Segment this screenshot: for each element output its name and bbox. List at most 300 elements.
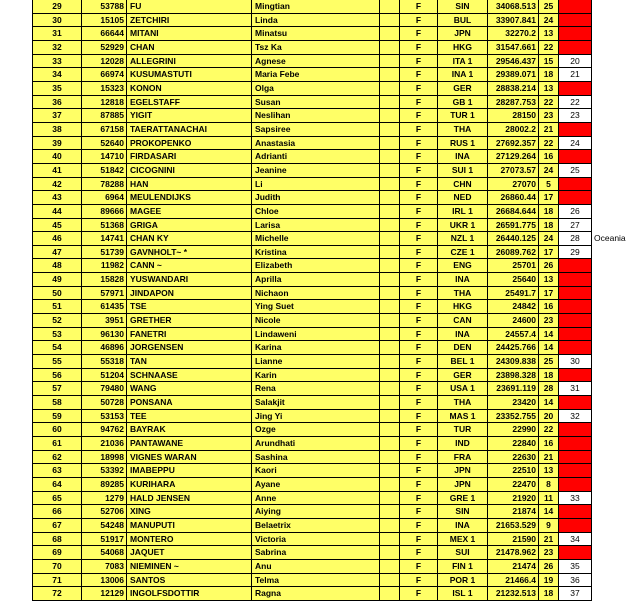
points-cell: 21920	[488, 492, 539, 506]
last-name-cell: YIGIT	[127, 109, 252, 123]
table-row	[32, 464, 592, 478]
country-cell: IRL 1	[438, 205, 488, 219]
rank-cell: 49	[32, 273, 82, 287]
gender-cell: F	[400, 232, 438, 246]
empty-cell	[380, 96, 400, 110]
first-name-cell: Ozge	[252, 423, 380, 437]
last-name-cell: MONTERO	[127, 533, 252, 547]
qualification-slot-cell: 37	[559, 587, 592, 601]
rank-cell: 44	[32, 205, 82, 219]
first-name-cell: Nicole	[252, 314, 380, 328]
country-cell: INA	[438, 273, 488, 287]
first-name-cell: Arundhati	[252, 437, 380, 451]
empty-cell	[380, 519, 400, 533]
table-row	[32, 533, 592, 547]
last-name-cell: XING	[127, 505, 252, 519]
table-row	[32, 123, 592, 137]
qualification-slot-cell: 23	[559, 109, 592, 123]
tournaments-cell: 18	[539, 205, 559, 219]
country-cell: SUI 1	[438, 164, 488, 178]
empty-cell	[380, 546, 400, 560]
last-name-cell: TSE	[127, 300, 252, 314]
tournaments-cell: 16	[539, 300, 559, 314]
player-id-cell: 14710	[82, 150, 127, 164]
empty-cell	[380, 574, 400, 588]
country-cell: ISL 1	[438, 587, 488, 601]
last-name-cell: MAGEE	[127, 205, 252, 219]
tournaments-cell: 13	[539, 27, 559, 41]
country-cell: BUL	[438, 14, 488, 28]
first-name-cell: Adrianti	[252, 150, 380, 164]
empty-cell	[380, 164, 400, 178]
first-name-cell: Maria Febe	[252, 68, 380, 82]
excluded-marker-cell	[559, 259, 592, 273]
first-name-cell: Larisa	[252, 219, 380, 233]
rank-cell: 60	[32, 423, 82, 437]
qualification-slot-cell: 28	[559, 232, 592, 246]
empty-cell	[380, 396, 400, 410]
table-row	[32, 232, 626, 246]
points-cell: 26860.44	[488, 191, 539, 205]
gender-cell: F	[400, 478, 438, 492]
first-name-cell: Li	[252, 178, 380, 192]
empty-cell	[380, 259, 400, 273]
last-name-cell: MEULENDIJKS	[127, 191, 252, 205]
player-id-cell: 61435	[82, 300, 127, 314]
tournaments-cell: 14	[539, 505, 559, 519]
gender-cell: F	[400, 382, 438, 396]
tournaments-cell: 11	[539, 492, 559, 506]
country-cell: USA 1	[438, 382, 488, 396]
tournaments-cell: 24	[539, 164, 559, 178]
empty-cell	[380, 451, 400, 465]
player-id-cell: 21036	[82, 437, 127, 451]
rank-cell: 66	[32, 505, 82, 519]
excluded-marker-cell	[559, 191, 592, 205]
player-id-cell: 50728	[82, 396, 127, 410]
first-name-cell: Salakjit	[252, 396, 380, 410]
first-name-cell: Mingtian	[252, 0, 380, 14]
tournaments-cell: 24	[539, 14, 559, 28]
table-row	[32, 259, 592, 273]
country-cell: THA	[438, 396, 488, 410]
empty-cell	[380, 328, 400, 342]
player-id-cell: 79480	[82, 382, 127, 396]
empty-cell	[380, 205, 400, 219]
excluded-marker-cell	[559, 300, 592, 314]
first-name-cell: Ayane	[252, 478, 380, 492]
country-cell: GER	[438, 369, 488, 383]
rank-cell: 40	[32, 150, 82, 164]
excluded-marker-cell	[559, 27, 592, 41]
player-id-cell: 67158	[82, 123, 127, 137]
table-row	[32, 41, 592, 55]
table-row	[32, 451, 592, 465]
rank-cell: 37	[32, 109, 82, 123]
first-name-cell: Telma	[252, 574, 380, 588]
points-cell: 21232.513	[488, 587, 539, 601]
points-cell: 26440.125	[488, 232, 539, 246]
last-name-cell: VIGNES WARAN	[127, 451, 252, 465]
tournaments-cell: 8	[539, 478, 559, 492]
empty-cell	[380, 82, 400, 96]
table-row	[32, 369, 592, 383]
first-name-cell: Anu	[252, 560, 380, 574]
table-row	[32, 273, 592, 287]
gender-cell: F	[400, 41, 438, 55]
last-name-cell: FU	[127, 0, 252, 14]
tournaments-cell: 13	[539, 82, 559, 96]
gender-cell: F	[400, 259, 438, 273]
gender-cell: F	[400, 96, 438, 110]
excluded-marker-cell	[559, 341, 592, 355]
qualification-slot-cell: 20	[559, 55, 592, 69]
first-name-cell: Anne	[252, 492, 380, 506]
qualification-slot-cell: 33	[559, 492, 592, 506]
table-row	[32, 150, 592, 164]
country-cell: INA	[438, 328, 488, 342]
first-name-cell: Aiying	[252, 505, 380, 519]
player-id-cell: 7083	[82, 560, 127, 574]
tournaments-cell: 17	[539, 191, 559, 205]
excluded-marker-cell	[559, 273, 592, 287]
rank-cell: 70	[32, 560, 82, 574]
first-name-cell: Sashina	[252, 451, 380, 465]
empty-cell	[380, 55, 400, 69]
player-id-cell: 51204	[82, 369, 127, 383]
last-name-cell: JORGENSEN	[127, 341, 252, 355]
excluded-marker-cell	[559, 287, 592, 301]
table-row	[32, 574, 592, 588]
gender-cell: F	[400, 164, 438, 178]
tournaments-cell: 17	[539, 246, 559, 260]
gender-cell: F	[400, 0, 438, 14]
first-name-cell: Agnese	[252, 55, 380, 69]
excluded-marker-cell	[559, 478, 592, 492]
table-row	[32, 478, 592, 492]
first-name-cell: Nichaon	[252, 287, 380, 301]
first-name-cell: Susan	[252, 96, 380, 110]
gender-cell: F	[400, 178, 438, 192]
points-cell: 24842	[488, 300, 539, 314]
player-id-cell: 53392	[82, 464, 127, 478]
table-row	[32, 546, 592, 560]
player-id-cell: 6964	[82, 191, 127, 205]
last-name-cell: NIEMINEN ~	[127, 560, 252, 574]
country-cell: HKG	[438, 300, 488, 314]
tournaments-cell: 18	[539, 219, 559, 233]
last-name-cell: INGOLFSDOTTIR	[127, 587, 252, 601]
gender-cell: F	[400, 287, 438, 301]
last-name-cell: FIRDASARI	[127, 150, 252, 164]
points-cell: 23691.119	[488, 382, 539, 396]
country-cell: BEL 1	[438, 355, 488, 369]
rank-cell: 68	[32, 533, 82, 547]
last-name-cell: YUSWANDARI	[127, 273, 252, 287]
rank-cell: 53	[32, 328, 82, 342]
empty-cell	[380, 355, 400, 369]
qualification-slot-cell: 36	[559, 574, 592, 588]
empty-cell	[380, 219, 400, 233]
points-cell: 22510	[488, 464, 539, 478]
tournaments-cell: 14	[539, 328, 559, 342]
first-name-cell: Karin	[252, 369, 380, 383]
last-name-cell: ALLEGRINI	[127, 55, 252, 69]
last-name-cell: JAQUET	[127, 546, 252, 560]
country-cell: HKG	[438, 41, 488, 55]
player-id-cell: 53153	[82, 410, 127, 424]
last-name-cell: EGELSTAFF	[127, 96, 252, 110]
country-cell: MAS 1	[438, 410, 488, 424]
table-row	[32, 68, 592, 82]
gender-cell: F	[400, 587, 438, 601]
player-id-cell: 52929	[82, 41, 127, 55]
rank-cell: 41	[32, 164, 82, 178]
table-row	[32, 27, 592, 41]
empty-cell	[380, 410, 400, 424]
player-id-cell: 51917	[82, 533, 127, 547]
rank-cell: 58	[32, 396, 82, 410]
country-cell: ENG	[438, 259, 488, 273]
gender-cell: F	[400, 369, 438, 383]
tournaments-cell: 13	[539, 273, 559, 287]
first-name-cell: Neslihan	[252, 109, 380, 123]
points-cell: 28002.2	[488, 123, 539, 137]
first-name-cell: Chloe	[252, 205, 380, 219]
table-row	[32, 0, 592, 14]
player-id-cell: 52706	[82, 505, 127, 519]
last-name-cell: MANUPUTI	[127, 519, 252, 533]
last-name-cell: TAN	[127, 355, 252, 369]
country-cell: THA	[438, 287, 488, 301]
table-row	[32, 109, 592, 123]
rank-cell: 38	[32, 123, 82, 137]
gender-cell: F	[400, 191, 438, 205]
rank-cell: 55	[32, 355, 82, 369]
table-row	[32, 382, 592, 396]
country-cell: IND	[438, 437, 488, 451]
points-cell: 22630	[488, 451, 539, 465]
country-cell: NZL 1	[438, 232, 488, 246]
first-name-cell: Sapsiree	[252, 123, 380, 137]
country-cell: DEN	[438, 341, 488, 355]
table-row	[32, 505, 592, 519]
rank-cell: 52	[32, 314, 82, 328]
rank-cell: 39	[32, 137, 82, 151]
points-cell: 34068.513	[488, 0, 539, 14]
first-name-cell: Sabrina	[252, 546, 380, 560]
points-cell: 21466.4	[488, 574, 539, 588]
tournaments-cell: 14	[539, 396, 559, 410]
excluded-marker-cell	[559, 505, 592, 519]
table-row	[32, 423, 592, 437]
rank-cell: 36	[32, 96, 82, 110]
player-id-cell: 78288	[82, 178, 127, 192]
qualification-slot-cell: 25	[559, 164, 592, 178]
tournaments-cell: 9	[539, 519, 559, 533]
excluded-marker-cell	[559, 437, 592, 451]
country-cell: JPN	[438, 478, 488, 492]
country-cell: ITA 1	[438, 55, 488, 69]
points-cell: 31547.661	[488, 41, 539, 55]
rank-cell: 51	[32, 300, 82, 314]
rank-cell: 71	[32, 574, 82, 588]
qualification-slot-cell: 30	[559, 355, 592, 369]
gender-cell: F	[400, 109, 438, 123]
country-cell: FIN 1	[438, 560, 488, 574]
qualification-slot-cell: 21	[559, 68, 592, 82]
gender-cell: F	[400, 437, 438, 451]
first-name-cell: Lianne	[252, 355, 380, 369]
points-cell: 24309.838	[488, 355, 539, 369]
gender-cell: F	[400, 27, 438, 41]
points-cell: 22840	[488, 437, 539, 451]
country-cell: JPN	[438, 27, 488, 41]
qualification-slot-cell: 22	[559, 96, 592, 110]
empty-cell	[380, 232, 400, 246]
tournaments-cell: 22	[539, 96, 559, 110]
excluded-marker-cell	[559, 14, 592, 28]
tournaments-cell: 23	[539, 546, 559, 560]
points-cell: 21474	[488, 560, 539, 574]
gender-cell: F	[400, 560, 438, 574]
tournaments-cell: 23	[539, 314, 559, 328]
table-row	[32, 492, 592, 506]
player-id-cell: 66974	[82, 68, 127, 82]
player-id-cell: 89666	[82, 205, 127, 219]
player-id-cell: 15828	[82, 273, 127, 287]
last-name-cell: IMABEPPU	[127, 464, 252, 478]
first-name-cell: Ying Suet	[252, 300, 380, 314]
gender-cell: F	[400, 314, 438, 328]
last-name-cell: HAN	[127, 178, 252, 192]
qualification-slot-cell: 26	[559, 205, 592, 219]
rank-cell: 35	[32, 82, 82, 96]
rank-cell: 59	[32, 410, 82, 424]
excluded-marker-cell	[559, 41, 592, 55]
player-id-cell: 11982	[82, 259, 127, 273]
first-name-cell: Belaetrix	[252, 519, 380, 533]
gender-cell: F	[400, 492, 438, 506]
first-name-cell: Linda	[252, 14, 380, 28]
player-id-cell: 89285	[82, 478, 127, 492]
points-cell: 22470	[488, 478, 539, 492]
excluded-marker-cell	[559, 150, 592, 164]
player-id-cell: 51739	[82, 246, 127, 260]
points-cell: 27070	[488, 178, 539, 192]
table-row	[32, 410, 592, 424]
rank-cell: 34	[32, 68, 82, 82]
player-id-cell: 87885	[82, 109, 127, 123]
country-cell: CZE 1	[438, 246, 488, 260]
country-cell: UKR 1	[438, 219, 488, 233]
empty-cell	[380, 314, 400, 328]
qualification-slot-cell: 31	[559, 382, 592, 396]
last-name-cell: SCHNAASE	[127, 369, 252, 383]
table-row	[32, 191, 592, 205]
first-name-cell: Aprilla	[252, 273, 380, 287]
first-name-cell: Kaori	[252, 464, 380, 478]
tournaments-cell: 20	[539, 410, 559, 424]
last-name-cell: CHAN	[127, 41, 252, 55]
country-cell: RUS 1	[438, 137, 488, 151]
first-name-cell: Olga	[252, 82, 380, 96]
empty-cell	[380, 341, 400, 355]
excluded-marker-cell	[559, 396, 592, 410]
player-id-cell: 14741	[82, 232, 127, 246]
empty-cell	[380, 287, 400, 301]
points-cell: 29389.071	[488, 68, 539, 82]
player-id-cell: 12818	[82, 96, 127, 110]
tournaments-cell: 17	[539, 287, 559, 301]
first-name-cell: Judith	[252, 191, 380, 205]
player-id-cell: 51842	[82, 164, 127, 178]
rank-cell: 31	[32, 27, 82, 41]
country-cell: INA 1	[438, 68, 488, 82]
tournaments-cell: 19	[539, 574, 559, 588]
last-name-cell: ZETCHIRI	[127, 14, 252, 28]
qualification-slot-cell: 24	[559, 137, 592, 151]
rank-cell: 69	[32, 546, 82, 560]
first-name-cell: Anastasia	[252, 137, 380, 151]
rank-cell: 48	[32, 259, 82, 273]
first-name-cell: Rena	[252, 382, 380, 396]
last-name-cell: PROKOPENKO	[127, 137, 252, 151]
empty-cell	[380, 505, 400, 519]
points-cell: 23352.755	[488, 410, 539, 424]
qualification-slot-cell: 35	[559, 560, 592, 574]
country-cell: JPN	[438, 464, 488, 478]
points-cell: 27073.57	[488, 164, 539, 178]
last-name-cell: JINDAPON	[127, 287, 252, 301]
empty-cell	[380, 109, 400, 123]
tournaments-cell: 22	[539, 137, 559, 151]
player-id-cell: 54248	[82, 519, 127, 533]
last-name-cell: KURIHARA	[127, 478, 252, 492]
rank-cell: 47	[32, 246, 82, 260]
table-row	[32, 246, 592, 260]
points-cell: 32270.2	[488, 27, 539, 41]
points-cell: 29546.437	[488, 55, 539, 69]
qualification-slot-cell: 29	[559, 246, 592, 260]
table-row	[32, 560, 592, 574]
tournaments-cell: 22	[539, 423, 559, 437]
country-cell: TUR 1	[438, 109, 488, 123]
rank-cell: 50	[32, 287, 82, 301]
empty-cell	[380, 68, 400, 82]
country-cell: GER	[438, 82, 488, 96]
player-id-cell: 15105	[82, 14, 127, 28]
qualification-slot-cell: 34	[559, 533, 592, 547]
gender-cell: F	[400, 68, 438, 82]
points-cell: 21478.962	[488, 546, 539, 560]
gender-cell: F	[400, 423, 438, 437]
rank-cell: 32	[32, 41, 82, 55]
rank-cell: 45	[32, 219, 82, 233]
empty-cell	[380, 191, 400, 205]
table-row	[32, 219, 592, 233]
rank-cell: 64	[32, 478, 82, 492]
table-row	[32, 437, 592, 451]
empty-cell	[380, 587, 400, 601]
last-name-cell: CHAN KY	[127, 232, 252, 246]
empty-cell	[380, 369, 400, 383]
gender-cell: F	[400, 396, 438, 410]
empty-cell	[380, 27, 400, 41]
table-row	[32, 341, 592, 355]
points-cell: 27129.264	[488, 150, 539, 164]
rank-cell: 72	[32, 587, 82, 601]
